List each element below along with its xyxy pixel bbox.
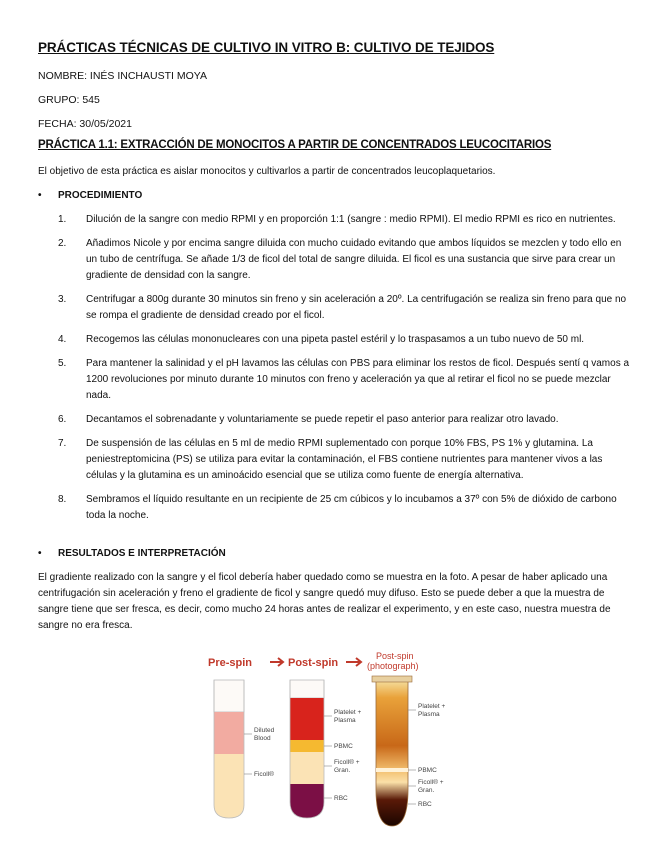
density-gradient-figure	[186, 650, 456, 830]
step-number: 2.	[58, 238, 67, 249]
list-item	[50, 356, 630, 404]
list-item	[50, 332, 630, 348]
results-heading	[38, 548, 226, 559]
photo-pbmc-label: PBMC	[418, 767, 437, 774]
procedure-heading-text: PROCEDIMIENTO	[58, 190, 143, 201]
step-text: Centrifugar a 800g durante 30 minutos sin freno y sin aceleración a 20º. La centrifugación se realiza sin freno para que no se rompa el gradiente de densidad creado por el ficol.	[86, 294, 627, 321]
results-heading-text: RESULTADOS E INTERPRETACIÓN	[58, 548, 226, 559]
step-number: 6.	[58, 414, 67, 425]
step-text: Dilución de la sangre con medio RPMI y en proporción 1:1 (sangre : medio RPMI). El medio RPMI es rico en nutrientes.	[86, 214, 616, 225]
photo-ficoll-gran-label: Ficoll® +	[418, 779, 444, 786]
pbmc-label: PBMC	[334, 743, 353, 750]
arrow-icon	[270, 658, 283, 666]
step-number: 3.	[58, 294, 67, 305]
photo-ficoll-gran-label-2: Gran.	[418, 787, 435, 794]
gradient-diagram	[186, 650, 456, 830]
list-item	[50, 292, 630, 324]
step-number: 1.	[58, 214, 67, 225]
diluted-blood-label: Diluted	[254, 727, 275, 734]
list-item	[50, 492, 630, 524]
ficoll-gran-label-2: Gran.	[334, 767, 351, 774]
step-number: 5.	[58, 358, 67, 369]
step-number: 8.	[58, 494, 67, 505]
bullet-icon: •	[38, 548, 42, 559]
document-title: PRÁCTICAS TÉCNICAS DE CULTIVO IN VITRO B: CULTIVO DE TEJIDOS	[38, 40, 495, 55]
list-item	[50, 436, 630, 484]
step-text: De suspensión de las células en 5 ml de medio RPMI suplementado con porque 10% FBS, PS 1% y glutamina. La peniestreptomicina (PS) se utiliza para evitar la contaminación, el FBS contiene nutrientes para mantener vivos a las células y la glutamina es un aminoácido esencial que se utiliza como fuente de energía alternativa.	[86, 438, 603, 481]
step-text: Decantamos el sobrenadante y voluntariamente se puede repetir el paso anterior para realizar otro lavado.	[86, 414, 559, 425]
arrow-icon	[346, 658, 361, 666]
results-paragraph: El gradiente realizado con la sangre y el ficol debería haber quedado como se muestra en la foto. A pesar de haber aplicado una centrifugación sin aceleración y freno el gradiente de ficol y sangre quedó muy difuso. Esto se puede deber a que la muestra de sangre tiene que ser fresca, es decir, como mucho 24 horas antes de realizar el experimento, y en este caso, nuestra muestra de sangre no era fresca.	[38, 572, 611, 631]
post-spin-photo-label-2: (photograph)	[367, 661, 419, 671]
platelet-plasma-label: Platelet +	[334, 709, 362, 716]
procedure-steps	[50, 212, 630, 532]
post-spin-label: Post-spin	[288, 657, 339, 669]
ficoll-gran-label: Ficoll® +	[334, 759, 360, 766]
post-spin-photo-label: Post-spin	[376, 651, 414, 661]
list-item	[50, 412, 630, 428]
objective-paragraph: El objetivo de esta práctica es aislar monocitos y cultivarlos a partir de concentrados leucoplaquetarios.	[38, 166, 496, 177]
step-number: 4.	[58, 334, 67, 345]
diluted-blood-label-2: Blood	[254, 735, 271, 742]
bullet-icon: •	[38, 190, 42, 201]
photo-platelet-label: Platelet +	[418, 703, 446, 710]
rbc-label: RBC	[334, 795, 348, 802]
post-spin-tube	[290, 680, 324, 818]
step-text: Recogemos las células mononucleares con una pipeta pastel estéril y lo traspasamos a un tubo nuevo de 50 ml.	[86, 334, 585, 345]
step-text: Añadimos Nicole y por encima sangre diluida con mucho cuidado evitando que ambos líquidos se mezclen y todo ello en un tubo de centrífuga. Se añade 1/3 de ficol del total de sangre diluida. El ficol es una sustancia que sirve para crear un gradiente de densidad con la sangre.	[86, 238, 622, 281]
platelet-plasma-label-2: Plasma	[334, 717, 356, 724]
pre-spin-label: Pre-spin	[208, 657, 253, 669]
pre-spin-tube	[214, 680, 244, 818]
list-item	[50, 236, 630, 284]
photo-rbc-label: RBC	[418, 801, 432, 808]
photograph-tube	[372, 676, 412, 826]
name-line: NOMBRE: INÉS INCHAUSTI MOYA	[38, 70, 207, 82]
step-text: Sembramos el líquido resultante en un recipiente de 25 cm cúbicos y lo incubamos a 37º con 5% de dióxido de carbono toda la noche.	[86, 494, 617, 521]
step-text: Para mantener la salinidad y el pH lavamos las células con PBS para eliminar los restos de ficol. Después sentí q vamos a 1200 revoluciones por minuto durante 10 minutos con freno y aceleración ya que al retirar el ficol no se puede mezclar nada.	[86, 358, 630, 401]
practice-title: PRÁCTICA 1.1: EXTRACCIÓN DE MONOCITOS A PARTIR DE CONCENTRADOS LEUCOCITARIOS	[38, 139, 552, 151]
step-number: 7.	[58, 438, 67, 449]
date-line: FECHA: 30/05/2021	[38, 118, 132, 130]
procedure-heading	[38, 190, 142, 201]
ficoll-label: Ficoll®	[254, 771, 274, 778]
photo-platelet-label-2: Plasma	[418, 711, 440, 718]
group-line: GRUPO: 545	[38, 94, 100, 106]
list-item	[50, 212, 630, 228]
